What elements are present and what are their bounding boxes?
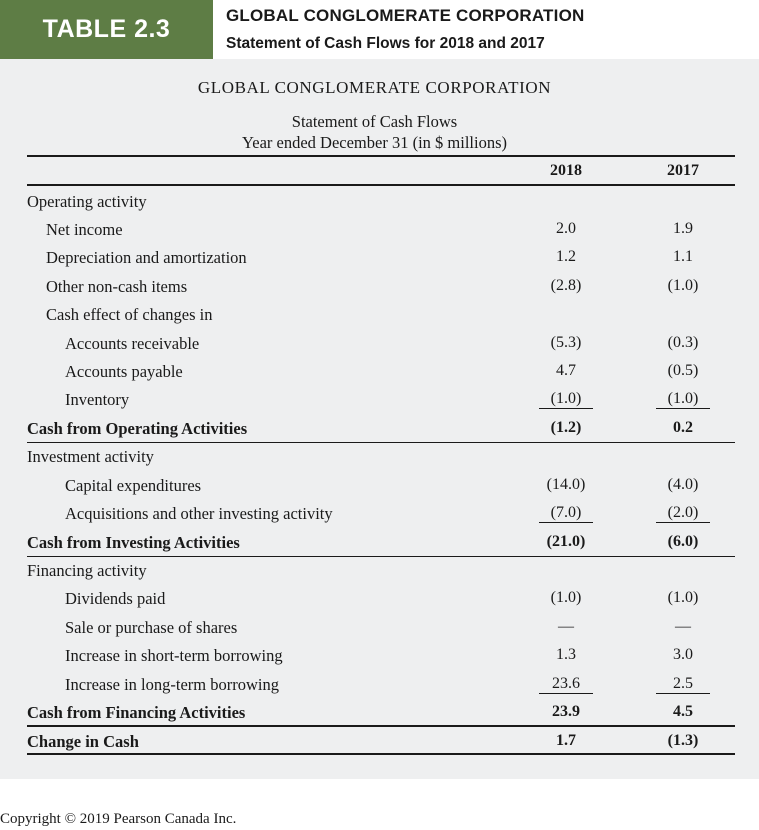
top-rule (27, 155, 735, 157)
table-row (0, 362, 759, 390)
table-title: GLOBAL CONGLOMERATE CORPORATION (226, 6, 585, 25)
copyright-notice: Copyright © 2019 Pearson Canada Inc. (0, 811, 237, 827)
value-2018: (2.8) (550, 277, 582, 294)
value-2018: 4.7 (556, 362, 576, 379)
subtotal-label: Cash from Operating Activities (27, 419, 248, 438)
section-rule (27, 442, 735, 443)
value-2017: (6.0) (667, 533, 699, 550)
value-2017: (1.0) (667, 277, 699, 294)
row-label: Inventory (65, 390, 130, 409)
row-label: Acquisitions and other investing activity (65, 504, 333, 523)
row-label: Increase in short-term borrowing (65, 646, 283, 665)
value-2018: 23.9 (552, 703, 580, 720)
value-2017: 3.0 (673, 646, 693, 663)
table-row (0, 675, 759, 703)
value-2018: (14.0) (546, 476, 586, 493)
table-row (0, 305, 759, 333)
row-label: Sale or purchase of shares (65, 618, 238, 637)
table-row (0, 646, 759, 674)
value-2017: (4.0) (667, 476, 699, 493)
section-label: Operating activity (27, 192, 147, 211)
value-2018: 1.7 (556, 732, 576, 749)
section-rule (27, 725, 735, 727)
total-label: Change in Cash (27, 732, 139, 751)
company-name: GLOBAL CONGLOMERATE CORPORATION (197, 78, 552, 97)
value-2017: (0.3) (667, 334, 699, 351)
value-2017: (0.5) (667, 362, 699, 379)
table-header (0, 0, 759, 59)
statement-period: Year ended December 31 (in $ millions) (241, 133, 507, 152)
table-subtitle: Statement of Cash Flows for 2018 and 2017 (226, 35, 545, 52)
table-row (0, 220, 759, 248)
table-row (0, 192, 759, 220)
section-rule (27, 556, 735, 557)
value-2017: 4.5 (673, 703, 693, 720)
header-rule (27, 184, 735, 186)
table-row (0, 504, 759, 532)
value-2018: 1.3 (556, 646, 576, 663)
table-number-tag: TABLE 2.3 (0, 0, 213, 59)
row-label: Cash effect of changes in (46, 305, 213, 324)
value-2017: 0.2 (673, 419, 693, 436)
value-2018: (1.2) (550, 419, 582, 436)
value-2018: (21.0) (546, 533, 586, 550)
value-2017: (1.3) (667, 732, 699, 749)
value-2018: (1.0) (539, 390, 593, 409)
value-2017: (1.0) (667, 589, 699, 606)
table-row (0, 248, 759, 276)
section-label: Financing activity (27, 561, 147, 580)
value-2018: 23.6 (539, 675, 593, 694)
value-2017: (1.0) (656, 390, 710, 409)
row-label: Increase in long-term borrowing (65, 675, 279, 694)
subtotal-label: Cash from Financing Activities (27, 703, 246, 722)
table-row (0, 589, 759, 617)
row-label: Other non-cash items (46, 277, 188, 296)
value-2018: 1.2 (556, 248, 576, 265)
table-row (0, 618, 759, 646)
value-2017: (2.0) (656, 504, 710, 523)
row-label: Net income (46, 220, 123, 239)
statement-title: Statement of Cash Flows (291, 112, 458, 131)
value-2017: 1.9 (673, 220, 693, 237)
row-label: Dividends paid (65, 589, 166, 608)
value-2018: (7.0) (539, 504, 593, 523)
table-row (0, 447, 759, 475)
row-label: Capital expenditures (65, 476, 202, 495)
subtotal-label: Cash from Investing Activities (27, 533, 240, 552)
section-label: Investment activity (27, 447, 154, 466)
value-2017: 1.1 (673, 248, 693, 265)
column-header-2018: 2018 (550, 162, 582, 179)
value-2018: (5.3) (550, 334, 582, 351)
table-row (0, 390, 759, 418)
table-row (0, 476, 759, 504)
row-label: Accounts receivable (65, 334, 200, 353)
bottom-rule (27, 753, 735, 755)
row-label: Depreciation and amortization (46, 248, 247, 267)
total-row (0, 732, 759, 760)
table-row (0, 334, 759, 362)
value-2017: — (675, 618, 691, 635)
value-2018: 2.0 (556, 220, 576, 237)
column-header-2017: 2017 (667, 162, 699, 179)
table-row (0, 561, 759, 589)
value-2018: (1.0) (550, 589, 582, 606)
value-2018: — (558, 618, 574, 635)
value-2017: 2.5 (656, 675, 710, 694)
row-label: Accounts payable (65, 362, 183, 381)
table-row (0, 277, 759, 305)
